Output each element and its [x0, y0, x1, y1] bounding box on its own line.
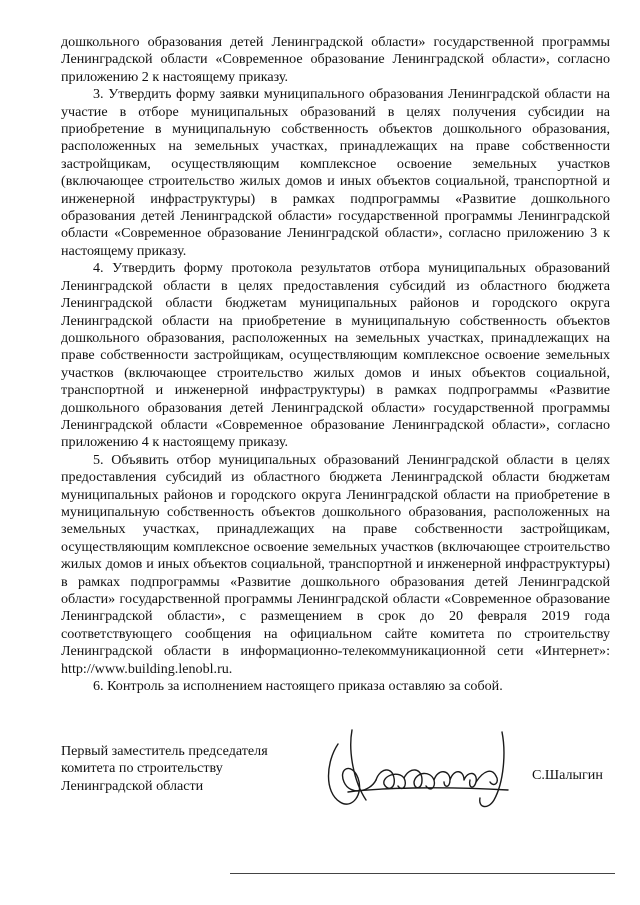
signatory-position-line: Ленинградской области [61, 777, 204, 794]
signatory-name: С.Шалыгин [532, 767, 603, 783]
paragraph-item-3: 3. Утвердить форму заявки муниципального образования Ленинградской области на участие в отборе муниципальных образований в целях получения субсидии на приобретение в муниципальную собственность объектов дошкольного образования, расположенных на земельных участках, принадлежащих на праве собственности застройщикам, осуществляющим комплексное освоение земельных участков (включающее строительство жилых домов и иных объектов социальной, транспортной и инженерной инфраструктуры) в рамках подпрограммы «Развитие дошкольного образования детей Ленинградской области» государственной программы Ленинградской области «Современное образование Ленинградской области», согласно приложению 3 к настоящему приказу. [61, 86, 610, 259]
signatory-position-line: комитета по строительству [61, 760, 223, 777]
signatory-position [61, 743, 291, 795]
paragraph-item-4: 4. Утвердить форму протокола результатов отбора муниципальных образований Ленинградской области в целях предоставления субсидий из областного бюджета Ленинградской области бюджетам муниципальных районов и городского округа Ленинградской области на приобретение в муниципальную собственность объектов дошкольного образования, расположенных на земельных участках, принадлежащих на праве собственности застройщикам, осуществляющим комплексное освоение земельных участков (включающее строительство жилых домов и иных объектов социальной, транспортной и инженерной инфраструктуры) в рамках подпрограммы «Развитие дошкольного образования детей Ленинградской области» государственной программы Ленинградской области «Современное образование Ленинградской области», согласно приложению 4 к настоящему приказу. [61, 260, 610, 451]
handwritten-signature [318, 722, 528, 817]
signatory-position-line: Первый заместитель председателя [61, 743, 268, 759]
footer-divider [230, 873, 615, 874]
paragraph-item-5: 5. Объявить отбор муниципальных образований Ленинградской области в целях предоставления субсидий из областного бюджета Ленинградской области бюджетам муниципальных районов и городского округа Ленинградской области на приобретение в муниципальную собственность объектов дошкольного образования, расположенных на земельных участках, принадлежащих на праве собственности застройщикам, осуществляющим комплексное освоение земельных участков (включающее строительство жилых домов и иных объектов социальной, транспортной и инженерной инфраструктуры) в рамках подпрограммы «Развитие дошкольного образования детей Ленинградской области» государственной программы Ленинградской области «Современное образование Ленинградской области», с размещением в срок до 20 февраля 2019 года соответствующего сообщения на официальном сайте комитета по строительству Ленинградской области в информационно-телекоммуникационной сети «Интернет»: http://www.building.lenobl.ru. [61, 451, 610, 677]
document-body [61, 34, 610, 695]
paragraph-item-2-continuation: дошкольного образования детей Ленинградской области» государственной программы Ленинградской области «Современное образование Ленинградской области», согласно приложению 2 к настоящему приказу. [61, 34, 610, 85]
paragraph-item-6: 6. Контроль за исполнением настоящего приказа оставляю за собой. [93, 678, 503, 695]
